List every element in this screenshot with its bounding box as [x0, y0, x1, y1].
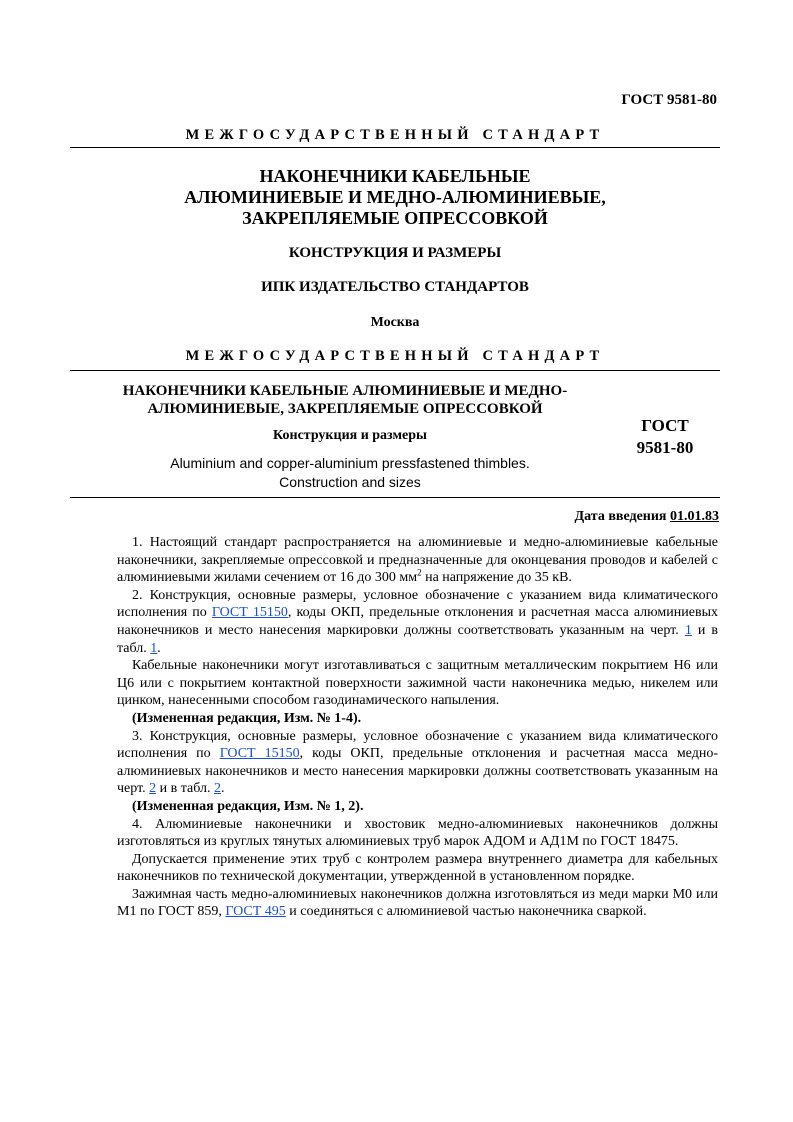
- paragraph-text: на напряжение до 35 кВ.: [421, 570, 572, 586]
- introduction-date-label: Дата введения: [574, 509, 667, 524]
- paragraph-7: [117, 886, 718, 921]
- paragraph-text: .: [221, 781, 225, 797]
- gost-number: 9581-80: [636, 438, 694, 457]
- revision-note: (Измененная редакция, Изм. № 1-4).: [132, 710, 362, 726]
- cover-title-line: ЗАКРЕПЛЯЕМЫЕ ОПРЕССОВКОЙ: [242, 208, 548, 228]
- paragraph-text: и в табл.: [156, 781, 215, 797]
- table-2-link[interactable]: 2: [214, 781, 222, 797]
- english-title-line: Construction and sizes: [279, 474, 421, 490]
- paragraph-3: Кабельные наконечники могут изготавливаться с защитным металлическим покрытием Н6 или Ц6 или с покрытием контактной поверхности зажимной части наконечника медью, никелем или цинком, нанесенными способом газодинамического напыления.: [117, 658, 718, 709]
- paragraph-text: 1. Настоящий стандарт распространяется на алюминиевые и медно-алюминиевые кабельные наконечники, закрепляемые опрессовкой и предназначенные для оконцевания проводов и кабелей с алюминиевыми жилами сечением от 16 до 300 мм: [117, 535, 718, 586]
- cover-title: [70, 166, 720, 229]
- divider: [70, 370, 720, 371]
- cover-title-line: НАКОНЕЧНИКИ КАБЕЛЬНЫЕ: [259, 166, 531, 186]
- english-title: [70, 454, 630, 492]
- paragraph-text: , коды ОКП, предельные отклонения и расчетная масса медно-алюминиевых наконечников и место нанесения маркировки должны соответствовать указанным на черт.: [117, 746, 718, 797]
- paragraph-5: 4. Алюминиевые наконечники и хвостовик медно-алюминиевых наконечников должны изготовляться из круглых тянутых алюминиевых труб марок АДОМ и АД1М по ГОСТ 18475.: [117, 816, 718, 850]
- paragraph-text: и соединяться с алюминиевой частью наконечника сваркой.: [285, 904, 647, 920]
- paragraph-text: 2. Конструкция, основные размеры, условное обозначение с указанием вида климатического исполнения по: [117, 587, 718, 621]
- cover-subtitle: КОНСТРУКЦИЯ И РАЗМЕРЫ: [288, 245, 502, 261]
- standard-type-header: МЕЖГОСУДАРСТВЕННЫЙ СТАНДАРТ: [185, 127, 605, 143]
- introduction-date-value: 01.01.83: [670, 509, 719, 524]
- paragraph-text: 3. Конструкция, основные размеры, условное обозначение с указанием вида климатического исполнения по: [117, 728, 718, 762]
- english-title-line: Aluminium and copper-aluminium pressfastened thimbles.: [170, 455, 530, 471]
- revision-note: (Измененная редакция, Изм. № 1, 2).: [132, 798, 364, 814]
- divider: [70, 147, 720, 148]
- paragraph-2: [117, 587, 718, 657]
- introduction-date: [575, 509, 719, 525]
- gost-15150-link[interactable]: ГОСТ 15150: [211, 605, 288, 621]
- gost-number-block: [610, 415, 720, 459]
- publisher: ИПК ИЗДАТЕЛЬСТВО СТАНДАРТОВ: [261, 279, 529, 295]
- divider: [70, 497, 720, 498]
- document-code: ГОСТ 9581-80: [621, 92, 717, 108]
- standard-title: [100, 382, 590, 418]
- standard-type-header: МЕЖГОСУДАРСТВЕННЫЙ СТАНДАРТ: [185, 348, 605, 364]
- gost-label: ГОСТ: [641, 416, 689, 435]
- paragraph-4: [117, 728, 718, 798]
- paragraph-text: .: [157, 640, 161, 656]
- paragraph-text: и в табл.: [117, 622, 719, 656]
- cover-title-line: АЛЮМИНИЕВЫЕ И МЕДНО-АЛЮМИНИЕВЫЕ,: [184, 187, 606, 207]
- paragraph-1: [117, 534, 718, 587]
- gost-495-link[interactable]: ГОСТ 495: [225, 904, 286, 920]
- superscript: 2: [417, 567, 422, 578]
- paragraph-6: Допускается применение этих труб с контролем размера внутреннего диаметра для кабельных наконечников по технической документации, утвержденной в установленном порядке.: [117, 851, 718, 885]
- drawing-2-link[interactable]: 2: [149, 781, 157, 797]
- gost-15150-link[interactable]: ГОСТ 15150: [219, 746, 300, 762]
- paragraph-text: , коды ОКП, предельные отклонения и расчетная масса алюминиевых наконечников и место нанесения маркировки должны соответствовать указанным на черт.: [117, 605, 718, 638]
- standard-title-line: НАКОНЕЧНИКИ КАБЕЛЬНЫЕ АЛЮМИНИЕВЫЕ И МЕДНО-: [122, 383, 568, 399]
- table-1-link[interactable]: 1: [150, 640, 158, 656]
- paragraph-text: Зажимная часть медно-алюминиевых наконечников должна изготовляться из меди марки М0 или М1 по ГОСТ 859,: [117, 886, 718, 920]
- drawing-1-link[interactable]: 1: [684, 622, 692, 638]
- standard-subtitle: Конструкция и размеры: [273, 428, 427, 443]
- standard-title-line: АЛЮМИНИЕВЫЕ, ЗАКРЕПЛЯЕМЫЕ ОПРЕССОВКОЙ: [147, 401, 543, 417]
- document-body: [117, 534, 718, 921]
- publication-city: Москва: [370, 315, 420, 330]
